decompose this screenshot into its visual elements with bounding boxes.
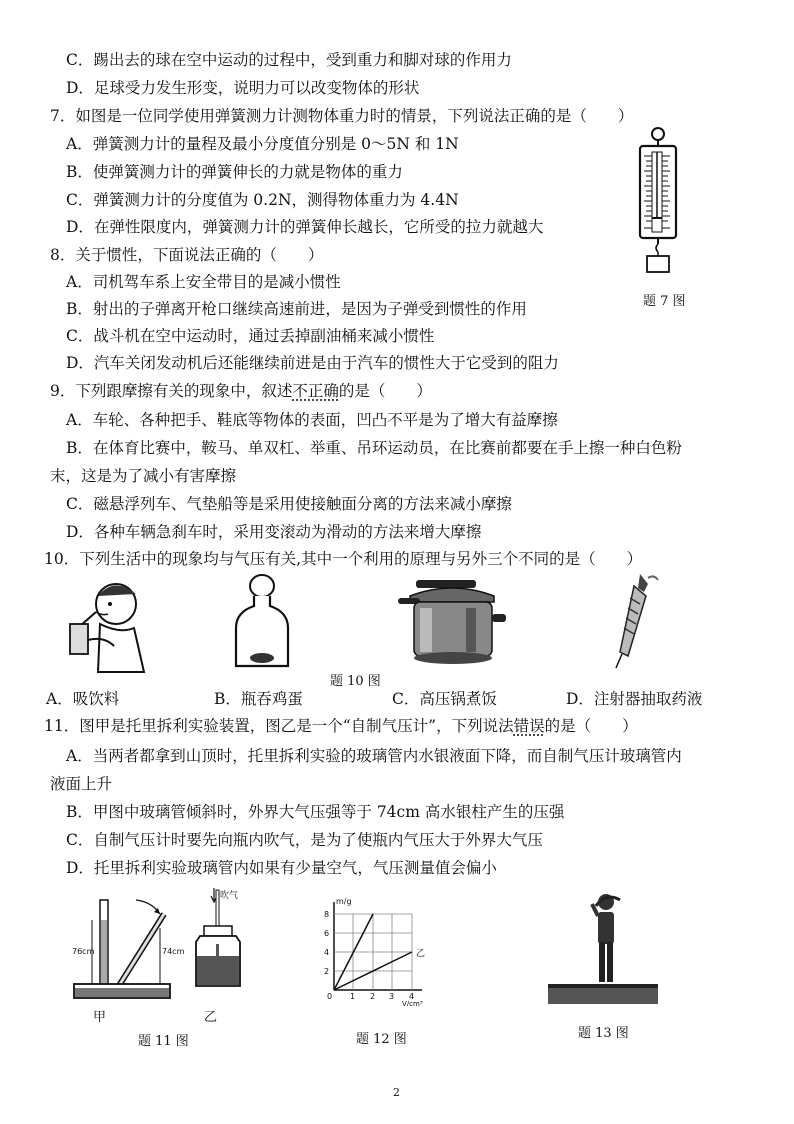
graph-y-tick-8: 8 [324, 910, 330, 919]
drinking-straw-figure [60, 578, 150, 674]
q8-option-a: A．司机驾车系上安全带目的是减小惯性 [66, 273, 341, 291]
spring-scale-figure [630, 126, 690, 274]
q6-option-d: D．足球受力发生形变，说明力可以改变物体的形状 [66, 79, 420, 97]
graph-y-tick-2: 2 [324, 967, 330, 976]
graph-origin-label: 0 [327, 992, 333, 1001]
q7-option-a: A．弹簧测力计的量程及最小分度值分别是 0～5N 和 1N [66, 135, 459, 153]
q11-option-a-line2: 液面上升 [50, 775, 113, 793]
graph-x-axis-label: V/cm³ [402, 1000, 423, 1006]
q8-option-c: C．战斗机在空中运动时，通过丢掉副油桶来减小惯性 [66, 327, 435, 345]
syringe-figure [610, 572, 660, 670]
page-number: 2 [393, 1086, 400, 1099]
fig10-caption: 题 10 图 [330, 674, 381, 689]
graph-x-tick-3: 3 [389, 992, 395, 1001]
fig11-jia-label: 甲 [93, 1010, 107, 1025]
q7-option-c: C．弹簧测力计的分度值为 0.2N，测得物体重力为 4.4N [66, 191, 459, 209]
graph-line-yi-label: 乙 [416, 949, 426, 959]
homemade-barometer-figure [190, 886, 246, 1008]
q9-stem-post: 的是（ ） [338, 382, 432, 400]
q9-stem [50, 381, 432, 401]
q7-option-d: D．在弹性限度内，弹簧测力计的弹簧伸长越长，它所受的拉力就越大 [66, 218, 544, 236]
q8-option-b: B．射出的子弹离开枪口继续高速前进，是因为子弹受到惯性的作用 [66, 300, 527, 318]
q9-option-a: A．车轮、各种把手、鞋底等物体的表面，凹凸不平是为了增大有益摩擦 [66, 411, 558, 429]
q11-stem-pre: 11．图甲是托里拆利实验装置，图乙是一个“自制气压计”，下列说法 [44, 717, 514, 735]
q10-option-b: B．瓶吞鸡蛋 [214, 690, 303, 708]
graph-y-tick-4: 4 [324, 948, 330, 957]
q10-option-c: C．高压锅煮饭 [392, 690, 497, 708]
q11-option-c: C．自制气压计时要先向瓶内吹气，是为了使瓶内气压大于外界大气压 [66, 831, 543, 849]
q9-option-d: D．各种车辆急刹车时，采用变滚动为滑动的方法来增大摩擦 [66, 523, 482, 541]
q11-stem-post: 的是（ ） [544, 717, 638, 735]
graph-x-tick-2: 2 [370, 992, 376, 1001]
q11-option-b: B．甲图中玻璃管倾斜时，外界大气压强等于 74cm 高水银柱产生的压强 [66, 803, 565, 821]
q7-option-b: B．使弹簧测力计的弹簧伸长的力就是物体的重力 [66, 163, 403, 181]
fig11-blow-label: 吹气 [220, 891, 239, 901]
fig11-74cm-label: 74cm [162, 947, 185, 956]
q10-option-a: A．吸饮料 [46, 690, 120, 708]
q10-stem: 10．下列生活中的现象均与气压有关,其中一个利用的原理与另外三个不同的是（ ） [44, 550, 643, 568]
graph-x-tick-4: 4 [409, 992, 415, 1001]
graph-x-tick-1: 1 [350, 992, 356, 1001]
q7-stem: 7．如图是一位同学使用弹簧测力计测物体重力时的情景，下列说法正确的是（ ） [50, 107, 634, 125]
q9-stem-pre: 9．下列跟摩擦有关的现象中，叙述 [50, 382, 293, 400]
q10-option-d: D．注射器抽取药液 [566, 690, 703, 708]
q11-stem-emphasis: 错误 [513, 717, 545, 735]
person-standing-figure [548, 890, 658, 1006]
mass-volume-graph [318, 894, 430, 1006]
q11-stem [44, 716, 638, 736]
q9-option-b-line2: 末，这是为了减小有害摩擦 [50, 467, 237, 485]
fig11-caption: 题 11 图 [138, 1034, 189, 1049]
q8-option-d: D．汽车关闭发动机后还能继续前进是由于汽车的惯性大于它受到的阻力 [66, 354, 559, 372]
q9-stem-emphasis: 不正确 [292, 382, 339, 400]
pressure-cooker-figure [396, 574, 508, 666]
graph-y-tick-6: 6 [324, 929, 330, 938]
q8-stem: 8．关于惯性，下面说法正确的（ ） [50, 246, 324, 264]
torricelli-figure [70, 892, 190, 1004]
fig12-caption: 题 12 图 [356, 1032, 407, 1047]
egg-bottle-figure [232, 574, 292, 670]
graph-y-axis-label: m/g [336, 897, 352, 906]
q9-option-b-line1: B．在体育比赛中，鞍马、单双杠、举重、吊环运动员，在比赛前都要在手上擦一种白色粉 [66, 439, 682, 457]
q6-option-c: C．踢出去的球在空中运动的过程中，受到重力和脚对球的作用力 [66, 51, 512, 69]
fig7-caption: 题 7 图 [643, 294, 686, 309]
q11-option-a-line1: A．当两者都拿到山顶时，托里拆利实验的玻璃管内水银液面下降，而自制气压计玻璃管内 [66, 747, 682, 765]
q11-option-d: D．托里拆利实验玻璃管内如果有少量空气，气压测量值会偏小 [66, 859, 497, 877]
fig13-caption: 题 13 图 [578, 1026, 629, 1041]
fig11-yi-label: 乙 [204, 1010, 218, 1025]
q9-option-c: C．磁悬浮列车、气垫船等是采用使接触面分离的方法来减小摩擦 [66, 495, 512, 513]
fig11-76cm-label: 76cm [72, 947, 95, 956]
